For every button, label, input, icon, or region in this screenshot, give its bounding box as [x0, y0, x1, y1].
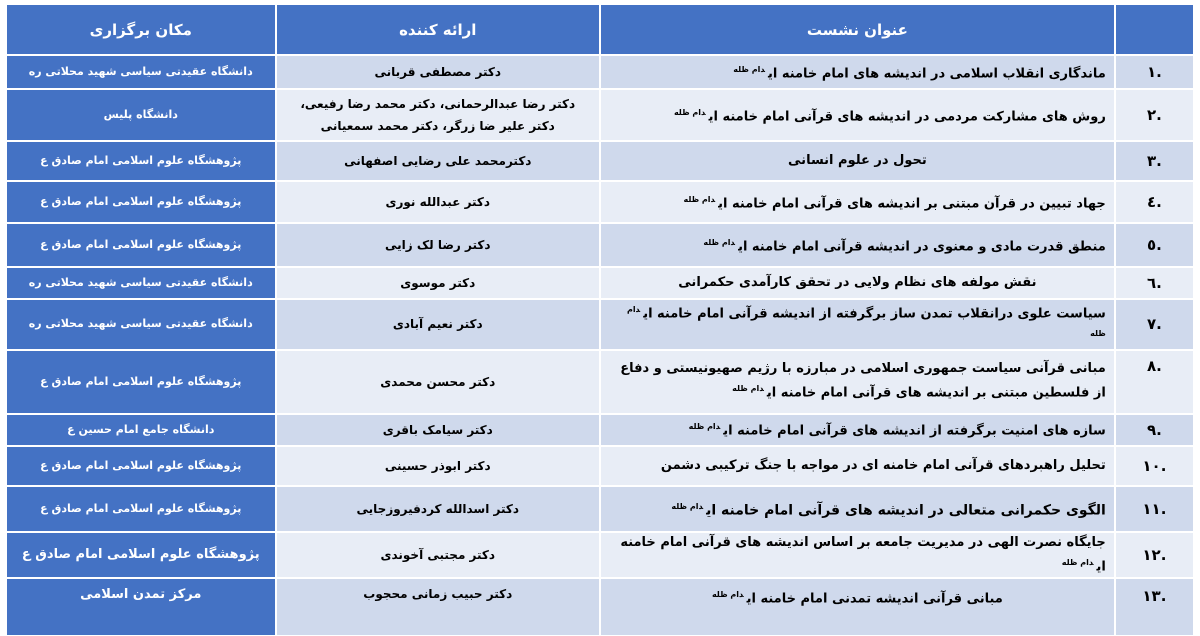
presenter-name: دکتر رضا عبدالرحمانی، دکتر محمد رضا رفیعی،	[300, 97, 576, 111]
presenter-cell	[276, 141, 601, 181]
honorific-sup: دام ظله	[688, 422, 721, 432]
session-title-text: الگوی حکمرانی متعالی در اندیشه های قرآنی امام خامنه ای	[706, 502, 1106, 519]
honorific-sup: دام ظله	[626, 305, 1106, 339]
table-header-row	[6, 4, 1194, 55]
table-row	[6, 578, 1194, 636]
session-title-text: نقش مولفه های نظام ولایی در تحقق کارآمدی حکمرانی	[678, 275, 1037, 290]
presenter-name: دکتر ابوذر حسینی	[384, 458, 491, 473]
row-number: .۸	[1115, 350, 1194, 414]
table-row	[6, 89, 1194, 141]
venue-cell: دانشگاه جامع امام حسین ع	[6, 414, 276, 446]
table-row	[6, 446, 1194, 486]
honorific-sup: دام ظله	[1061, 557, 1094, 567]
session-title	[600, 486, 1115, 532]
table-row	[6, 223, 1194, 267]
table-row	[6, 532, 1194, 578]
venue-cell: دانشگاه عقیدتی سیاسی شهید محلاتی ره	[6, 267, 276, 299]
honorific-sup: دام ظله	[703, 237, 736, 247]
session-title-text: تحول در علوم انسانی	[788, 153, 927, 168]
presenter-name: دکتر محسن محمدی	[380, 374, 496, 389]
session-title-text: جایگاه نصرت الهی در مدیریت جامعه بر اساس اندیشه های قرآنی امام خامنه ای	[620, 534, 1106, 574]
session-title-text: ماندگاری انقلاب اسلامی در اندیشه های امام خامنه ای	[767, 66, 1106, 82]
session-title-text: مبانی قرآنی اندیشه تمدنی امام خامنه ای	[746, 591, 1003, 607]
venue-cell: پژوهشگاه علوم اسلامی امام صادق ع	[6, 350, 276, 414]
table-row	[6, 181, 1194, 223]
venue-cell: دانشگاه عقیدتی سیاسی شهید محلاتی ره	[6, 299, 276, 350]
row-number: .۱	[1115, 55, 1194, 89]
table-row	[6, 414, 1194, 446]
presenter-name: دکتر مصطفی قربانی	[374, 65, 502, 79]
presenter-name: دکتر سیامک باقری	[382, 422, 493, 437]
presenter-name: دکترمحمد علی رضایی اصفهانی	[344, 154, 532, 168]
presenter-cell	[276, 578, 601, 636]
venue-cell: پژوهشگاه علوم اسلامی امام صادق ع	[6, 486, 276, 532]
session-title-text: تحلیل راهبردهای قرآنی امام خامنه ای در مواجه با جنگ ترکیبی دشمن	[660, 457, 1106, 473]
row-number: .۹	[1115, 414, 1194, 446]
presenter-cell	[276, 414, 601, 446]
honorific-sup: دام ظله	[683, 194, 716, 204]
session-title	[600, 55, 1115, 89]
presenter-name: دکتر علیر ضا زرگر، دکتر محمد سمعیانی	[320, 119, 555, 133]
row-number: .۱۲	[1115, 532, 1194, 578]
row-number: .۷	[1115, 299, 1194, 350]
venue-cell: دانشگاه پلیس	[6, 89, 276, 141]
session-title	[600, 414, 1115, 446]
presenter-cell	[276, 486, 601, 532]
session-title	[600, 267, 1115, 299]
venue-cell: پژوهشگاه علوم اسلامی امام صادق ع	[6, 223, 276, 267]
presenter-name: دکتر عبدالله نوری	[385, 195, 491, 209]
table-row	[6, 55, 1194, 89]
table-row	[6, 141, 1194, 181]
presenter-name: دکتر مجتبی آخوندی	[380, 547, 496, 562]
presenter-name: دکتر رضا لک زایی	[385, 238, 491, 252]
row-number: .۱۱	[1115, 486, 1194, 532]
session-title	[600, 350, 1115, 414]
presenter-cell	[276, 89, 601, 141]
row-number: .۳	[1115, 141, 1194, 181]
table-body	[6, 55, 1194, 636]
presenter-cell	[276, 350, 601, 414]
presenter-name: دکتر نعیم آبادی	[392, 317, 483, 332]
venue-cell: پژوهشگاه علوم اسلامی امام صادق ع	[6, 532, 276, 578]
venue-cell: پژوهشگاه علوم اسلامی امام صادق ع	[6, 446, 276, 486]
honorific-sup: دام ظله	[711, 589, 744, 599]
honorific-sup: دام ظله	[732, 384, 764, 394]
row-number: .۲	[1115, 89, 1194, 141]
sessions-table-wrapper	[6, 4, 1194, 636]
presenter-cell	[276, 55, 601, 89]
sessions-table	[6, 4, 1194, 636]
session-title	[600, 141, 1115, 181]
header-venue: مکان برگزاری	[6, 4, 276, 55]
session-title	[600, 299, 1115, 350]
row-number: .۱۳	[1115, 578, 1194, 636]
presenter-name: دکتر حبیب زمانی محجوب	[363, 586, 513, 601]
session-title	[600, 89, 1115, 141]
session-title-text: مبانی قرآنی سیاست جمهوری اسلامی در مبارزه با رژیم صهیونیستی و دفاع از فلسطین مبتنی بر اندیشه های قرآنی امام خامنه ای	[620, 361, 1106, 401]
presenter-cell	[276, 223, 601, 267]
venue-cell: دانشگاه عقیدتی سیاسی شهید محلاتی ره	[6, 55, 276, 89]
header-title: عنوان نشست	[600, 4, 1115, 55]
header-presenter: ارائه کننده	[276, 4, 601, 55]
honorific-sup: دام ظله	[671, 501, 704, 511]
header-num	[1115, 4, 1194, 55]
presenter-cell	[276, 181, 601, 223]
session-title-text: روش های مشارکت مردمی در اندیشه های قرآنی امام خامنه ای	[708, 109, 1106, 125]
session-title	[600, 181, 1115, 223]
table-row	[6, 350, 1194, 414]
row-number: .۱۰	[1115, 446, 1194, 486]
venue-cell: مرکز تمدن اسلامی	[6, 578, 276, 636]
honorific-sup: دام ظله	[673, 107, 706, 117]
presenter-cell	[276, 267, 601, 299]
session-title-text: جهاد تبیین در قرآن مبتنی بر اندیشه های قرآنی امام خامنه ای	[718, 196, 1106, 212]
table-row	[6, 486, 1194, 532]
venue-cell: پژوهشگاه علوم اسلامی امام صادق ع	[6, 141, 276, 181]
session-title	[600, 578, 1115, 636]
session-title-text: سازه های امنیت برگرفته از اندیشه های قرآنی امام خامنه ای	[723, 423, 1106, 439]
row-number: .٥	[1115, 223, 1194, 267]
presenter-cell	[276, 446, 601, 486]
session-title	[600, 223, 1115, 267]
session-title	[600, 446, 1115, 486]
presenter-name: دکتر موسوی	[400, 276, 476, 290]
presenter-cell	[276, 299, 601, 350]
presenter-name: دکتر اسدالله کردفیروزجایی	[356, 501, 520, 516]
table-row	[6, 299, 1194, 350]
session-title	[600, 532, 1115, 578]
honorific-sup: دام ظله	[733, 64, 765, 74]
presenter-cell	[276, 532, 601, 578]
row-number: .٤	[1115, 181, 1194, 223]
table-row	[6, 267, 1194, 299]
session-title-text: منطق قدرت مادی و معنوی در اندیشه قرآنی امام خامنه ای	[738, 239, 1106, 255]
session-title-text: سیاست علوی درانقلاب تمدن ساز برگرفته از اندیشه قرآنی امام خامنه ای	[643, 306, 1106, 322]
row-number: .٦	[1115, 267, 1194, 299]
venue-cell: پژوهشگاه علوم اسلامی امام صادق ع	[6, 181, 276, 223]
